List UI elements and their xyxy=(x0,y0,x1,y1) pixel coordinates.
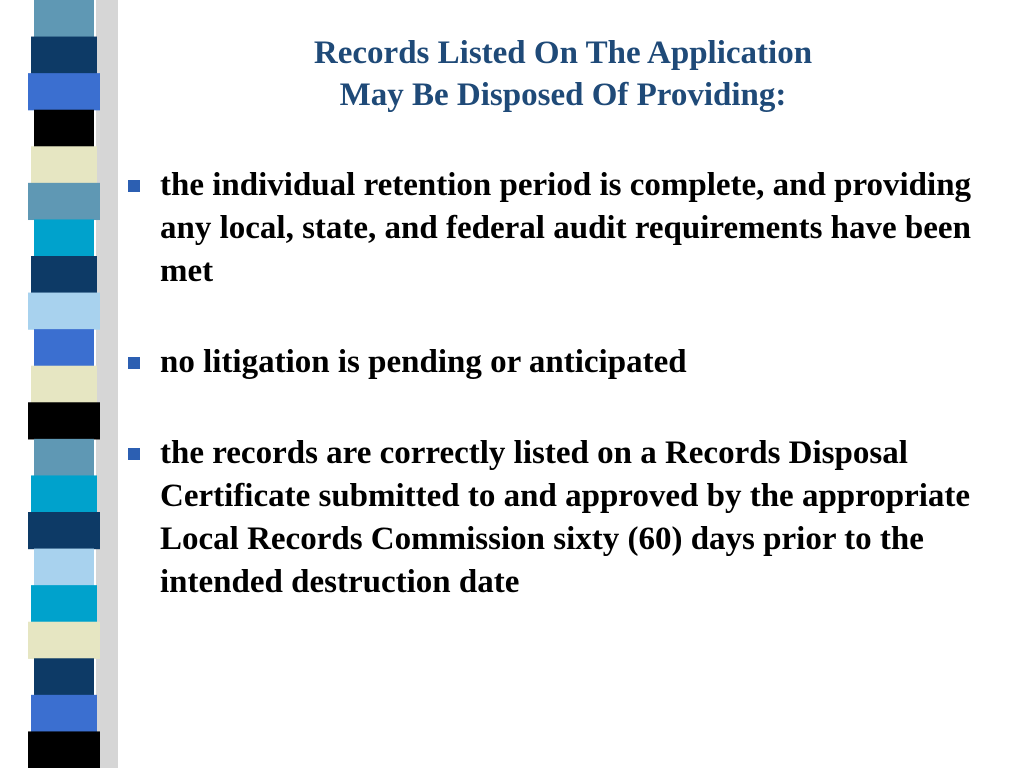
decorative-left-border xyxy=(0,0,118,768)
bullet-text: no litigation is pending or anticipated xyxy=(160,344,687,380)
strip-band xyxy=(28,73,100,110)
strip-band xyxy=(31,256,97,293)
square-bullet-icon xyxy=(128,180,140,192)
bullet-item xyxy=(120,341,1000,384)
bullet-text: the records are correctly listed on a Records Disposal Certificate submitted to and approved by the appropriate Local Records Commission sixty (60) days prior to the intended destruction date xyxy=(160,435,971,600)
strip-band xyxy=(34,439,94,476)
bullet-item xyxy=(120,432,1000,604)
strip-band xyxy=(31,585,97,622)
strip-band xyxy=(31,146,97,183)
strip-margin xyxy=(0,0,30,768)
strip-band xyxy=(28,512,100,549)
slide-title xyxy=(140,32,986,116)
strip-band xyxy=(28,731,100,768)
strip-band xyxy=(34,110,94,147)
bullet-item xyxy=(120,164,1000,293)
bullet-text: the individual retention period is complete, and providing any local, state, and federal audit requirements have been met xyxy=(160,167,972,289)
square-bullet-icon xyxy=(128,448,140,460)
strip-band xyxy=(28,402,100,439)
strip-band xyxy=(31,366,97,403)
strip-band xyxy=(34,549,94,586)
strip-band xyxy=(28,183,100,220)
strip-band xyxy=(28,622,100,659)
bullet-list xyxy=(120,164,1000,604)
slide-title-line-2: May Be Disposed Of Providing: xyxy=(339,77,787,113)
square-bullet-icon xyxy=(128,357,140,369)
strip-band xyxy=(34,0,94,37)
strip-band xyxy=(34,658,94,695)
strip-band xyxy=(28,293,100,330)
strip-band xyxy=(31,695,97,732)
strip-band xyxy=(31,37,97,74)
strip-band xyxy=(34,329,94,366)
strip-band xyxy=(34,219,94,256)
strip-band xyxy=(31,475,97,512)
slide-title-line-1: Records Listed On The Application xyxy=(313,35,813,71)
